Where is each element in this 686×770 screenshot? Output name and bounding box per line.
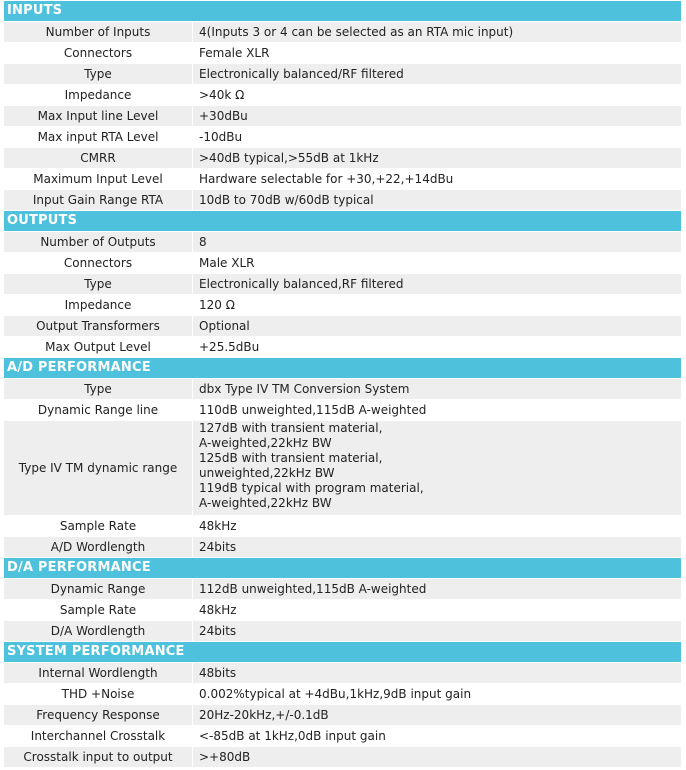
- spec-row: [4, 85, 681, 105]
- section-header: INPUTS: [4, 1, 681, 21]
- spec-value-line: +25.5dBu: [199, 339, 260, 354]
- spec-row: [4, 684, 681, 704]
- spec-value-line: Optional: [199, 318, 250, 333]
- spec-value-line: Electronically balanced/RF filtered: [199, 66, 404, 81]
- spec-value-line: <-85dB at 1kHz,0dB input gain: [199, 728, 386, 743]
- spec-value-line: 8: [199, 234, 207, 249]
- spec-label: Impedance: [4, 85, 192, 105]
- spec-value: [193, 22, 681, 42]
- spec-label: Number of Outputs: [4, 232, 192, 252]
- spec-label: Output Transformers: [4, 316, 192, 336]
- spec-value-line: Electronically balanced,RF filtered: [199, 276, 404, 291]
- spec-row: [4, 253, 681, 273]
- spec-row: [4, 106, 681, 126]
- spec-row: [4, 43, 681, 63]
- spec-value-line: Female XLR: [199, 45, 270, 60]
- spec-value: [193, 232, 681, 252]
- section-header: OUTPUTS: [4, 211, 681, 231]
- spec-row: [4, 316, 681, 336]
- spec-value: [193, 379, 681, 399]
- spec-label: Maximum Input Level: [4, 169, 192, 189]
- section-header: D/A PERFORMANCE: [4, 558, 681, 578]
- spec-row: [4, 516, 681, 536]
- spec-value-line: A-weighted,22kHz BW: [199, 496, 332, 510]
- spec-value: [193, 663, 681, 683]
- spec-value: [193, 64, 681, 84]
- spec-label: Dynamic Range: [4, 579, 192, 599]
- spec-value: [193, 537, 681, 557]
- spec-value: [193, 127, 681, 147]
- spec-row: [4, 148, 681, 168]
- spec-row: [4, 379, 681, 399]
- spec-label: Type: [4, 379, 192, 399]
- spec-value: [193, 316, 681, 336]
- spec-label: Sample Rate: [4, 600, 192, 620]
- spec-value-line: 0.002%typical at +4dBu,1kHz,9dB input gain: [199, 686, 472, 701]
- spec-label: Internal Wordlength: [4, 663, 192, 683]
- spec-value-line: 127dB with transient material,: [199, 421, 383, 435]
- spec-value-line: 110dB unweighted,115dB A-weighted: [199, 402, 427, 417]
- spec-value-line: A-weighted,22kHz BW: [199, 436, 332, 450]
- spec-value: [193, 621, 681, 641]
- spec-value: [193, 421, 681, 515]
- spec-label: Type: [4, 64, 192, 84]
- spec-label: Input Gain Range RTA: [4, 190, 192, 210]
- spec-value: [193, 106, 681, 126]
- spec-label: Type: [4, 274, 192, 294]
- spec-row: [4, 274, 681, 294]
- spec-value-line: 48kHz: [199, 602, 237, 617]
- spec-value: [193, 600, 681, 620]
- spec-value-line: 48bits: [199, 665, 237, 680]
- spec-row: [4, 22, 681, 42]
- spec-value-line: 119dB typical with program material,: [199, 481, 424, 495]
- spec-value: [193, 747, 681, 767]
- spec-value: [193, 684, 681, 704]
- spec-value-line: unweighted,22kHz BW: [199, 466, 335, 480]
- spec-label: Max input RTA Level: [4, 127, 192, 147]
- spec-value: [193, 705, 681, 725]
- spec-label: THD +Noise: [4, 684, 192, 704]
- spec-value: [193, 190, 681, 210]
- spec-value: [193, 400, 681, 420]
- spec-table: [4, 1, 681, 768]
- spec-value: [193, 516, 681, 536]
- spec-label: Connectors: [4, 43, 192, 63]
- spec-value-line: +30dBu: [199, 108, 248, 123]
- spec-value-line: >40k Ω: [199, 87, 245, 102]
- spec-value-line: 4(Inputs 3 or 4 can be selected as an RTA mic input): [199, 24, 514, 39]
- spec-label: Sample Rate: [4, 516, 192, 536]
- spec-label: Max Output Level: [4, 337, 192, 357]
- spec-row: [4, 621, 681, 641]
- spec-value: [193, 148, 681, 168]
- spec-row: [4, 537, 681, 557]
- spec-label: A/D Wordlength: [4, 537, 192, 557]
- spec-value-line: 24bits: [199, 623, 237, 638]
- spec-label: CMRR: [4, 148, 192, 168]
- spec-label: Number of Inputs: [4, 22, 192, 42]
- spec-label: Crosstalk input to output: [4, 747, 192, 767]
- spec-row: [4, 127, 681, 147]
- spec-label: Max Input line Level: [4, 106, 192, 126]
- spec-value: [193, 579, 681, 599]
- spec-value: [193, 85, 681, 105]
- spec-row: [4, 421, 681, 515]
- spec-value: [193, 274, 681, 294]
- spec-value-line: >40dB typical,>55dB at 1kHz: [199, 150, 379, 165]
- spec-value: [193, 43, 681, 63]
- spec-label: Type IV TM dynamic range: [4, 421, 192, 515]
- spec-value: [193, 726, 681, 746]
- section-header: A/D PERFORMANCE: [4, 358, 681, 378]
- spec-value: [193, 295, 681, 315]
- section-header: SYSTEM PERFORMANCE: [4, 642, 681, 662]
- spec-row: [4, 579, 681, 599]
- spec-value-line: 125dB with transient material,: [199, 451, 383, 465]
- spec-label: Impedance: [4, 295, 192, 315]
- spec-row: [4, 600, 681, 620]
- spec-label: Dynamic Range line: [4, 400, 192, 420]
- spec-value: [193, 337, 681, 357]
- spec-label: Interchannel Crosstalk: [4, 726, 192, 746]
- spec-row: [4, 232, 681, 252]
- spec-value-line: dbx Type IV TM Conversion System: [199, 381, 410, 396]
- spec-label: Frequency Response: [4, 705, 192, 725]
- spec-value-line: 20Hz-20kHz,+/-0.1dB: [199, 707, 329, 722]
- spec-value-line: 120 Ω: [199, 297, 235, 312]
- spec-value-line: -10dBu: [199, 129, 243, 144]
- spec-row: [4, 190, 681, 210]
- spec-value-line: 112dB unweighted,115dB A-weighted: [199, 581, 427, 596]
- spec-row: [4, 400, 681, 420]
- spec-value-line: >+80dB: [199, 749, 251, 764]
- spec-label: D/A Wordlength: [4, 621, 192, 641]
- spec-row: [4, 726, 681, 746]
- spec-row: [4, 705, 681, 725]
- spec-value: [193, 169, 681, 189]
- spec-value-line: Male XLR: [199, 255, 255, 270]
- spec-row: [4, 295, 681, 315]
- spec-row: [4, 747, 681, 767]
- spec-value-line: 10dB to 70dB w/60dB typical: [199, 192, 374, 207]
- spec-value-line: Hardware selectable for +30,+22,+14dBu: [199, 171, 454, 186]
- spec-label: Connectors: [4, 253, 192, 273]
- spec-row: [4, 663, 681, 683]
- spec-row: [4, 337, 681, 357]
- spec-row: [4, 64, 681, 84]
- spec-value-line: 48kHz: [199, 518, 237, 533]
- spec-row: [4, 169, 681, 189]
- spec-value-line: 24bits: [199, 539, 237, 554]
- spec-value: [193, 253, 681, 273]
